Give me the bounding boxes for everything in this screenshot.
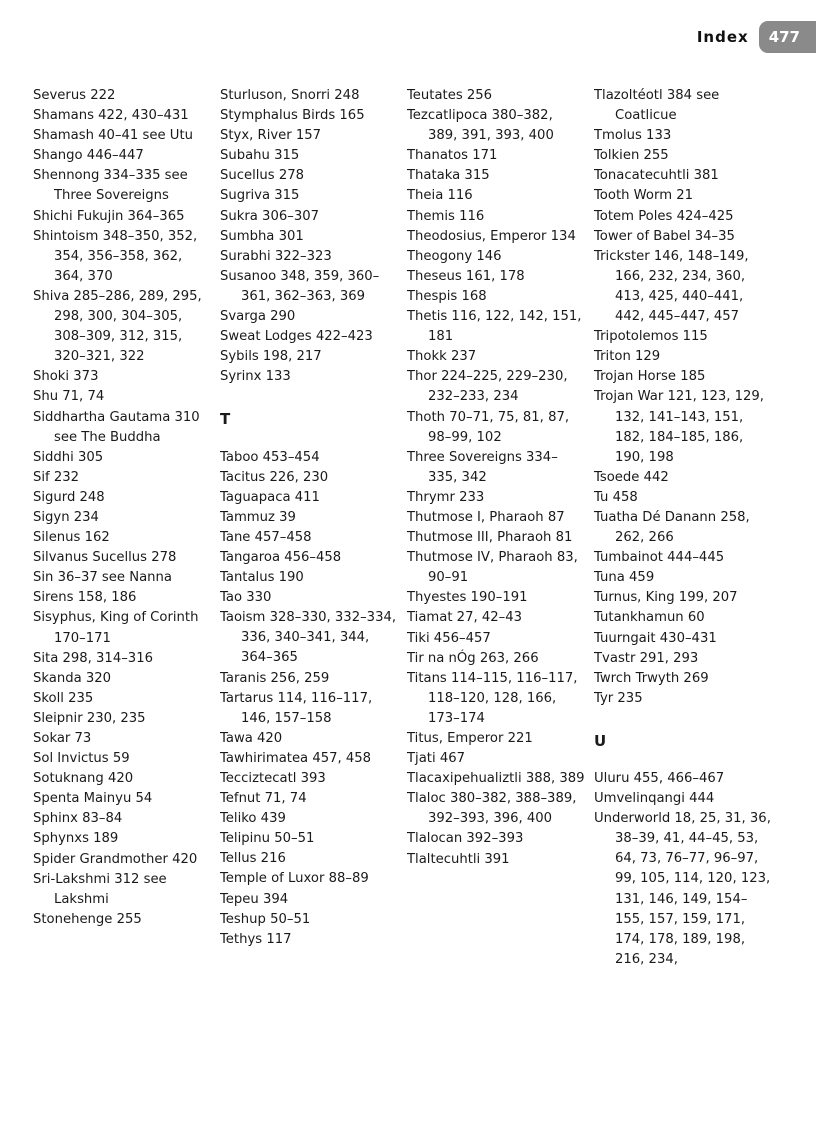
index-entry: Tjati 467 — [407, 751, 465, 767]
index-entry: Theia 116 — [407, 188, 473, 204]
index-entry: Shichi Fukujin 364–365 — [33, 208, 185, 224]
index-entry: Teutates 256 — [407, 88, 493, 103]
index-column-3 — [407, 86, 585, 870]
index-entry: Thanatos 171 — [407, 148, 498, 164]
index-entry: Silenus 162 — [33, 530, 110, 546]
index-entry: Subahu 315 — [220, 148, 300, 164]
index-entry: Sita 298, 314–316 — [33, 650, 153, 666]
index-entry: Shamans 422, 430–431 — [33, 108, 189, 124]
index-entry: Tezcatlipoca 380–382, 389, 391, 393, 400 — [407, 108, 554, 144]
index-column-1 — [33, 86, 211, 930]
index-entry: Sukra 306–307 — [220, 208, 319, 224]
index-entry: Thrymr 233 — [407, 489, 485, 505]
index-entry: Tefnut 71, 74 — [220, 791, 307, 807]
index-entry: Shintoism 348–350, 352, 354, 356–358, 362, 364, 370 — [33, 228, 198, 284]
index-entry: Tonacatecuhtli 381 — [594, 168, 719, 184]
index-entry: Tumbainot 444–445 — [594, 550, 725, 566]
index-entry: Taboo 453–454 — [220, 449, 320, 465]
index-entry: Silvanus Sucellus 278 — [33, 550, 177, 566]
index-entry: Sin 36–37 see Nanna — [33, 570, 172, 586]
index-entry: Severus 222 — [33, 88, 116, 103]
index-entry: Uluru 455, 466–467 — [594, 771, 725, 786]
index-entry: Thataka 315 — [407, 168, 490, 184]
index-entry: Sirens 158, 186 — [33, 590, 137, 606]
index-entry: Tooth Worm 21 — [594, 188, 694, 204]
index-entry: Tripotolemos 115 — [594, 329, 708, 345]
index-entry: Spenta Mainyu 54 — [33, 791, 153, 807]
index-entry: Tyr 235 — [594, 690, 643, 706]
index-entry: Thokk 237 — [407, 349, 477, 365]
index-entry: Sumbha 301 — [220, 228, 304, 244]
index-entry: Tawhirimatea 457, 458 — [220, 750, 372, 766]
index-entry: Tangaroa 456–458 — [220, 549, 342, 565]
index-entry: Tecciztecatl 393 — [220, 771, 326, 786]
index-title: Index — [696, 28, 749, 46]
index-entry: Themis 116 — [407, 208, 485, 224]
index-entry: Sybils 198, 217 — [220, 349, 322, 365]
index-entry: Sphynxs 189 — [33, 831, 119, 847]
index-entry: Temple of Luxor 88–89 — [220, 871, 369, 887]
index-entry: Sucellus 278 — [220, 168, 305, 184]
index-entry: Tvastr 291, 293 — [594, 650, 699, 666]
index-entry: Thetis 116, 122, 142, 151, 181 — [407, 309, 582, 345]
index-entry: Tane 457–458 — [220, 529, 312, 545]
index-entry: Skoll 235 — [33, 690, 94, 706]
index-entry: Sigurd 248 — [33, 489, 105, 505]
index-entry: Triton 129 — [594, 349, 661, 365]
index-entry: Sleipnir 230, 235 — [33, 710, 146, 726]
index-entry: Three Sovereigns 334–335, 342 — [407, 449, 558, 485]
index-entry: Tacitus 226, 230 — [220, 469, 329, 485]
index-entry: Sotuknang 420 — [33, 771, 134, 787]
index-entry: Thutmose III, Pharaoh 81 — [407, 530, 573, 546]
index-entry: Svarga 290 — [220, 309, 296, 325]
index-entry: Tuna 459 — [594, 570, 655, 586]
index-entry: Twrch Trwyth 269 — [594, 670, 709, 686]
index-entry: Tao 330 — [220, 590, 272, 606]
index-entry: Sol Invictus 59 — [33, 751, 130, 767]
index-entry: Tlacaxipehualiztli 388, 389 — [407, 771, 585, 787]
index-entry: Tlazoltéotl 384 see Coatlicue — [594, 88, 720, 124]
index-entry: Shoki 373 — [33, 369, 99, 385]
index-entry: Sif 232 — [33, 469, 80, 485]
index-entry: Tiamat 27, 42–43 — [407, 610, 523, 626]
index-entry: Tsoede 442 — [594, 469, 669, 485]
index-entry: Titus, Emperor 221 — [407, 731, 533, 746]
index-entry: Umvelinqangi 444 — [594, 791, 715, 807]
index-entry: Stonehenge 255 — [33, 911, 142, 927]
index-entry: Spider Grandmother 420 — [33, 851, 198, 867]
index-entry: Thespis 168 — [407, 288, 487, 304]
index-entry: Trojan Horse 185 — [594, 369, 706, 385]
index-entry: Syrinx 133 — [220, 369, 291, 385]
index-entry: Thyestes 190–191 — [407, 590, 528, 606]
index-entry: Teliko 439 — [220, 811, 286, 827]
index-entry: Thutmose I, Pharaoh 87 — [407, 509, 565, 525]
index-entry: Tlaltecuhtli 391 — [407, 851, 510, 867]
index-entry: Taoism 328–330, 332–334, 336, 340–341, 344, 364–365 — [220, 610, 397, 666]
index-entry: Tiki 456–457 — [407, 630, 491, 646]
index-entry: Tantalus 190 — [220, 570, 304, 586]
index-entry: Turnus, King 199, 207 — [594, 590, 738, 606]
index-entry: Theseus 161, 178 — [407, 268, 525, 284]
index-entry: Tuurngait 430–431 — [594, 630, 717, 646]
index-entry: Tartarus 114, 116–117, 146, 157–158 — [220, 690, 373, 726]
index-entry: Siddhi 305 — [33, 449, 104, 465]
index-entry: Trojan War 121, 123, 129, 132, 141–143, 151, 182, 184–185, 186, 190, 198 — [594, 389, 764, 465]
index-entry: Sweat Lodges 422–423 — [220, 329, 373, 345]
index-entry: Tuatha Dé Danann 258, 262, 266 — [594, 509, 750, 546]
index-entry: Tutankhamun 60 — [594, 610, 705, 626]
index-entry: Siddhartha Gautama 310 see The Buddha — [33, 409, 200, 445]
index-entry: Theodosius, Emperor 134 — [407, 228, 576, 244]
index-entry: Sturluson, Snorri 248 — [220, 88, 360, 103]
index-entry: Trickster 146, 148–149, 166, 232, 234, 360, 413, 425, 440–441, 442, 445–447, 457 — [594, 248, 749, 325]
index-entry: Stymphalus Birds 165 — [220, 108, 365, 124]
index-entry: Surabhi 322–323 — [220, 248, 332, 264]
index-entry: Styx, River 157 — [220, 128, 322, 144]
index-entry: Tawa 420 — [220, 730, 283, 746]
index-entry: Teshup 50–51 — [220, 911, 311, 927]
index-entry: Thor 224–225, 229–230, 232–233, 234 — [407, 369, 568, 405]
index-column-2 — [220, 86, 398, 950]
index-entry: Underworld 18, 25, 31, 36, 38–39, 41, 44–45, 53, 64, 73, 76–77, 96–97, 99, 105, 114, 120, 123, 131, 146, 149, 154–155, 157, 159, 171, 174, 178, 189, 198, 216, 234, — [594, 811, 771, 967]
index-entry: Sokar 73 — [33, 731, 92, 746]
index-entry: Tlaloc 380–382, 388–389, 392–393, 396, 400 — [407, 791, 577, 827]
index-entry: Tellus 216 — [220, 851, 286, 867]
index-entry: Sugriva 315 — [220, 188, 300, 204]
index-entry: Shu 71, 74 — [33, 389, 105, 405]
index-entry: Shango 446–447 — [33, 148, 144, 164]
section-letter-u: U — [594, 731, 607, 750]
index-column-4 — [594, 86, 772, 970]
page-number-tab: 477 — [759, 21, 816, 53]
index-entry: Tlalocan 392–393 — [407, 831, 524, 847]
index-entry: Tmolus 133 — [594, 128, 672, 144]
index-entry: Titans 114–115, 116–117, 118–120, 128, 166, 173–174 — [407, 670, 578, 726]
section-letter-t: T — [220, 410, 231, 429]
index-entry: Tolkien 255 — [594, 148, 669, 164]
index-entry: Tu 458 — [594, 489, 638, 505]
index-entry: Shamash 40–41 see Utu — [33, 128, 193, 144]
index-entry: Sphinx 83–84 — [33, 811, 123, 827]
index-entry: Taranis 256, 259 — [220, 670, 330, 686]
index-entry: Thoth 70–71, 75, 81, 87, 98–99, 102 — [407, 409, 570, 445]
index-entry: Taguapaca 411 — [220, 489, 320, 505]
running-header — [697, 20, 816, 54]
index-entry: Shiva 285–286, 289, 295, 298, 300, 304–305, 308–309, 312, 315, 320–321, 322 — [33, 288, 202, 365]
index-entry: Sri-Lakshmi 312 see Lakshmi — [33, 871, 167, 907]
index-entry: Shennong 334–335 see Three Sovereigns — [33, 168, 188, 204]
index-entry: Susanoo 348, 359, 360–361, 362–363, 369 — [220, 268, 380, 304]
index-entry: Thutmose IV, Pharaoh 83, 90–91 — [407, 550, 578, 586]
index-entry: Tir na nÓg 263, 266 — [407, 650, 539, 666]
index-entry: Tepeu 394 — [220, 891, 289, 907]
index-entry: Theogony 146 — [407, 248, 502, 264]
index-entry: Totem Poles 424–425 — [594, 208, 734, 224]
index-entry: Sigyn 234 — [33, 509, 99, 525]
index-entry: Tethys 117 — [220, 931, 292, 947]
index-entry: Telipinu 50–51 — [220, 831, 315, 847]
index-entry: Tammuz 39 — [220, 509, 296, 525]
index-entry: Sisyphus, King of Corinth 170–171 — [33, 610, 199, 646]
index-entry: Skanda 320 — [33, 670, 112, 686]
index-entry: Tower of Babel 34–35 — [594, 228, 735, 244]
